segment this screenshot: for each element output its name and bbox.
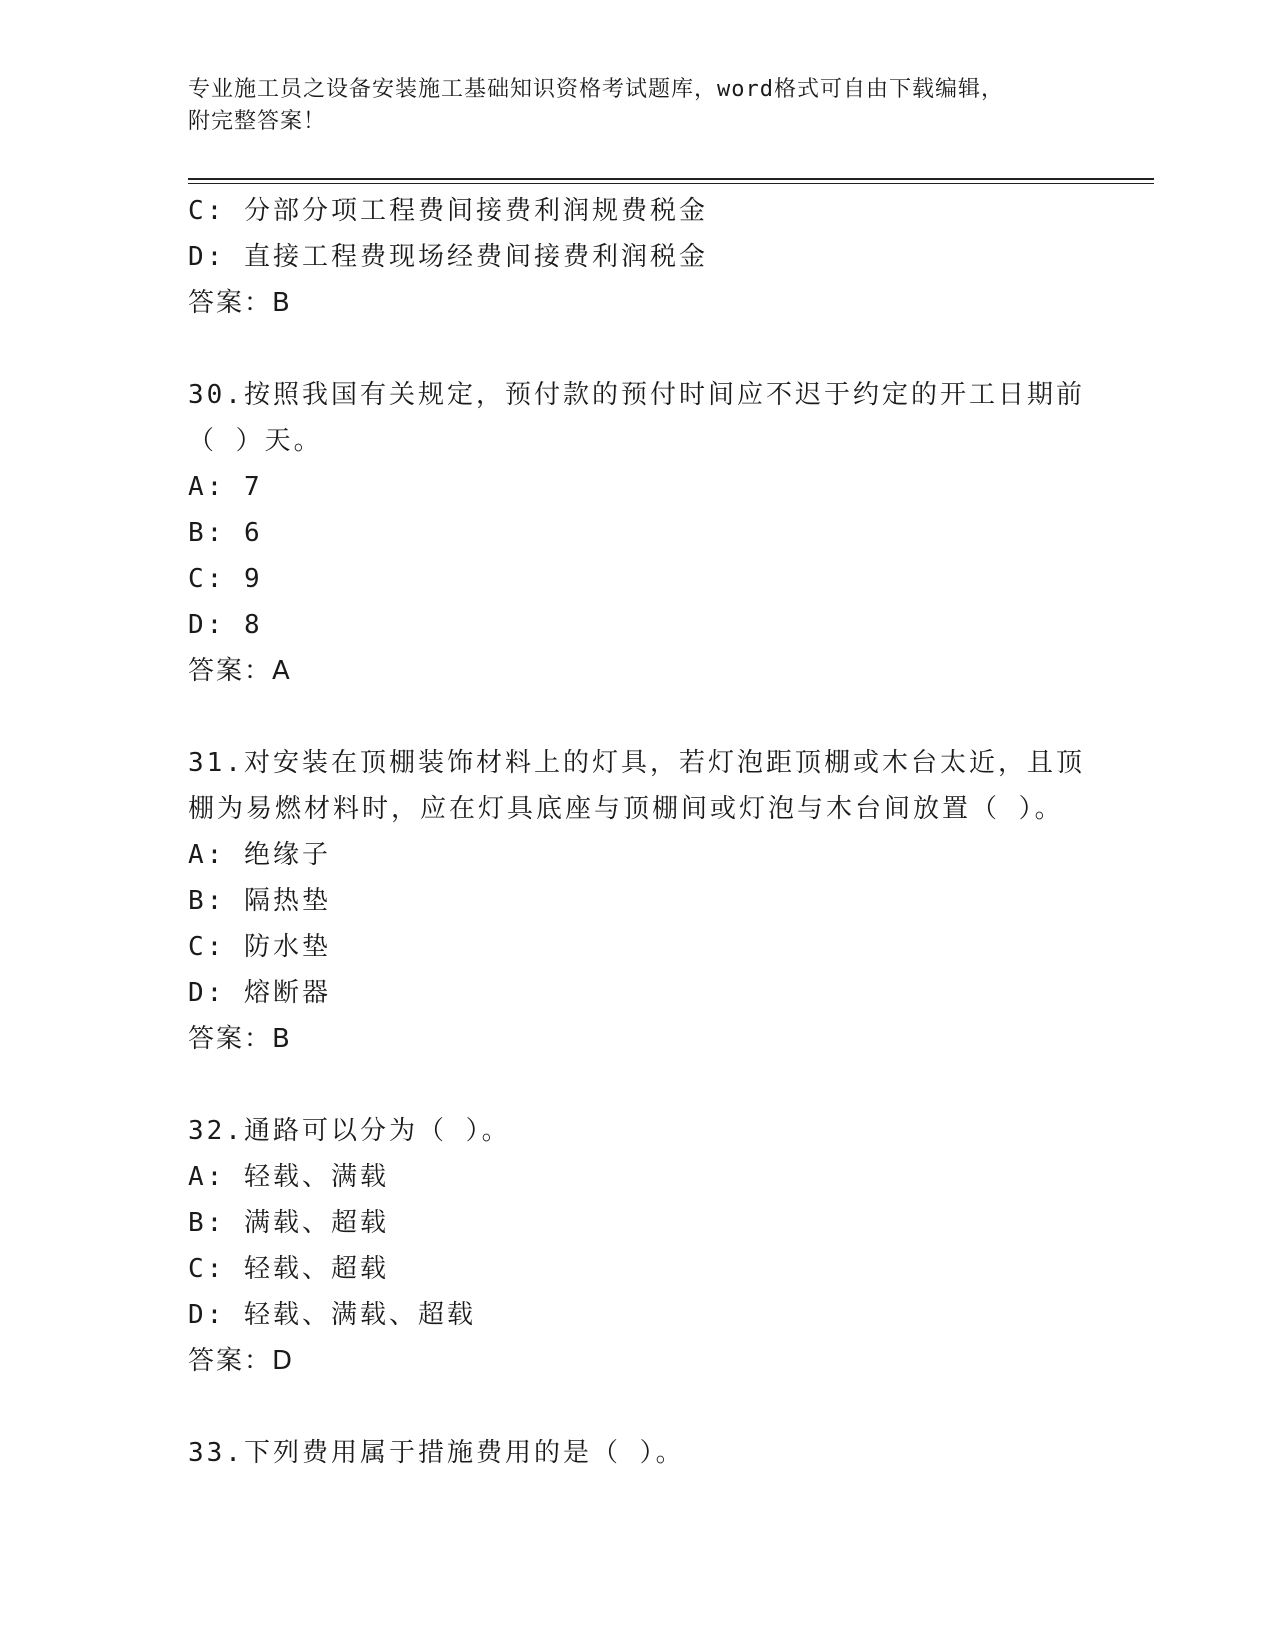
question-text: 31.对安装在顶棚装饰材料上的灯具，若灯泡距顶棚或木台太近，且顶	[188, 748, 1085, 778]
option-d: D: 8	[188, 610, 263, 640]
question-text-cont: 棚为易燃材料时，应在灯具底座与顶棚间或灯泡与木台间放置（ ）。	[188, 794, 1064, 824]
option-c: C: 轻载、超载	[188, 1254, 389, 1284]
option-d: D: 轻载、满载、超载	[188, 1300, 476, 1330]
question-text-cont: （ ）天。	[188, 426, 323, 456]
option-d: D: 直接工程费现场经费间接费利润税金	[188, 242, 708, 272]
header-line-2: 附完整答案！	[188, 109, 327, 134]
answer: 答案：B	[188, 1024, 292, 1054]
question-31	[188, 740, 1088, 1062]
spacer	[188, 694, 1088, 740]
option-c: C: 分部分项工程费间接费利润规费税金	[188, 196, 708, 226]
option-b: B: 满载、超载	[188, 1208, 389, 1238]
answer: 答案：A	[188, 656, 292, 686]
option-c: C: 防水垫	[188, 932, 331, 962]
option-a: A: 绝缘子	[188, 840, 331, 870]
question-30	[188, 372, 1088, 694]
spacer	[188, 326, 1088, 372]
answer: 答案：B	[188, 288, 292, 318]
question-text: 30.按照我国有关规定，预付款的预付时间应不迟于约定的开工日期前	[188, 380, 1085, 410]
spacer	[188, 1062, 1088, 1108]
question-text: 33.下列费用属于措施费用的是（ ）。	[188, 1438, 685, 1468]
question-33	[188, 1430, 1088, 1476]
option-b: B: 6	[188, 518, 263, 548]
option-a: A: 轻载、满载	[188, 1162, 389, 1192]
document-header	[188, 74, 1088, 138]
header-line-1: 专业施工员之设备安装施工基础知识资格考试题库，word格式可自由下载编辑，	[188, 77, 1004, 102]
option-a: A: 7	[188, 472, 263, 502]
question-list	[188, 188, 1088, 1476]
question-text: 32.通路可以分为（ ）。	[188, 1116, 511, 1146]
header-divider-thin	[188, 183, 1154, 184]
option-b: B: 隔热垫	[188, 886, 331, 916]
question-32	[188, 1108, 1088, 1384]
question-29	[188, 188, 1088, 326]
answer: 答案：D	[188, 1346, 295, 1376]
header-divider-thick	[188, 178, 1154, 180]
option-d: D: 熔断器	[188, 978, 331, 1008]
option-c: C: 9	[188, 564, 263, 594]
spacer	[188, 1384, 1088, 1430]
